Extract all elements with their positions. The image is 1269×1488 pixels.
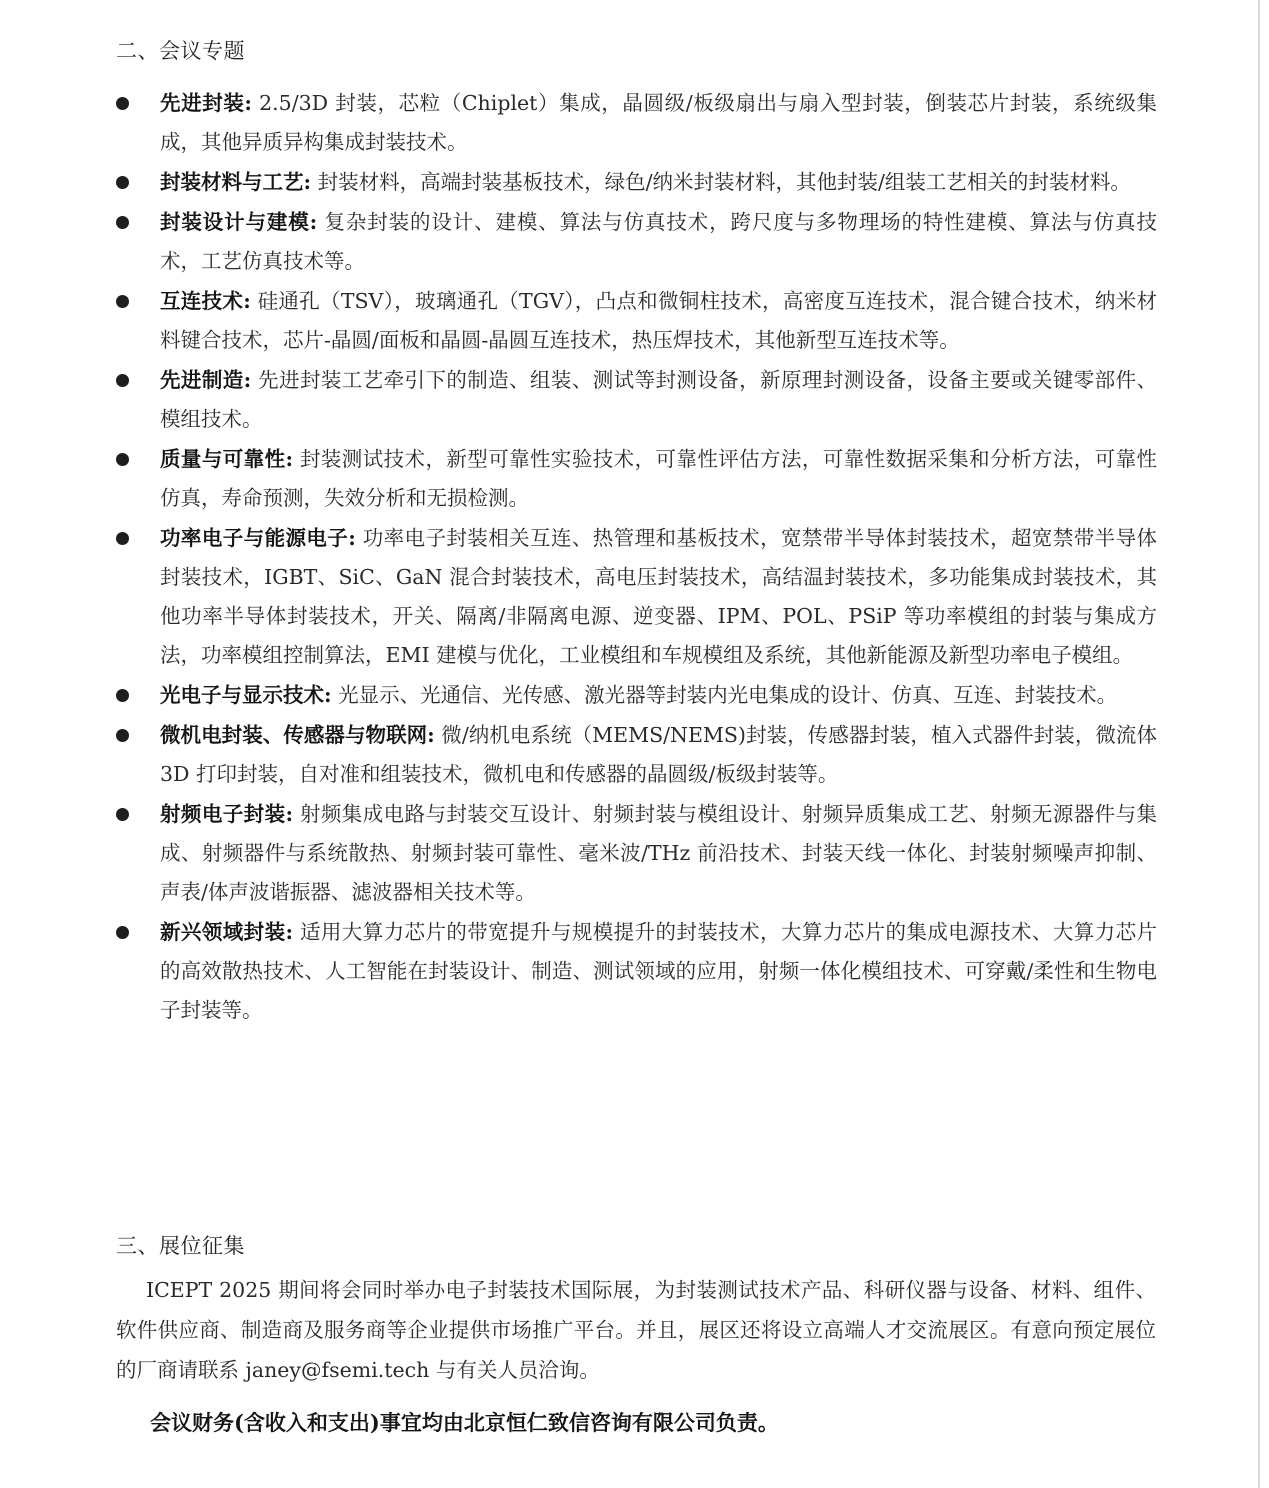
topic-description: 复杂封装的设计、建模、算法与仿真技术，跨尺度与多物理场的特性建模、算法与仿真技术，工艺仿真技术等。 bbox=[160, 210, 1157, 273]
topic-description: 2.5/3D 封装，芯粒（Chiplet）集成，晶圆级/板级扇出与扇入型封装，倒装芯片封装，系统级集成，其他异质异构集成封装技术。 bbox=[160, 91, 1157, 154]
topic-title: 微机电封装、传感器与物联网: bbox=[160, 723, 435, 747]
list-item bbox=[112, 203, 1157, 281]
list-item bbox=[112, 282, 1157, 360]
topic-description: 封装测试技术，新型可靠性实验技术，可靠性评估方法，可靠性数据采集和分析方法，可靠性仿真，寿命预测，失效分析和无损检测。 bbox=[160, 447, 1157, 510]
section-heading-exhibition: 三、展位征集 bbox=[116, 1234, 245, 1258]
topic-description: 光显示、光通信、光传感、激光器等封装内光电集成的设计、仿真、互连、封装技术。 bbox=[331, 683, 1118, 707]
bullet-icon bbox=[116, 374, 129, 387]
bullet-icon bbox=[116, 216, 129, 229]
topic-description: 硅通孔（TSV），玻璃通孔（TGV），凸点和微铜柱技术，高密度互连技术，混合键合技术，纳米材料键合技术，芯片-晶圆/面板和晶圆-晶圆互连技术，热压焊技术，其他新型互连技术等。 bbox=[160, 289, 1157, 352]
topic-title: 封装材料与工艺: bbox=[160, 170, 312, 194]
bullet-icon bbox=[116, 926, 129, 939]
bullet-icon bbox=[116, 689, 129, 702]
scan-edge-line bbox=[1258, 0, 1260, 1488]
topic-description: 封装材料，高端封装基板技术，绿色/纳米封装材料，其他封装/组装工艺相关的封装材料。 bbox=[311, 170, 1131, 194]
bullet-icon bbox=[116, 808, 129, 821]
exhibition-paragraph: ICEPT 2025 期间将会同时举办电子封装技术国际展，为封装测试技术产品、科研仪器与设备、材料、组件、软件供应商、制造商及服务商等企业提供市场推广平台。并且，展区还将设立高端人才交流展区。有意向预定展位的厂商请联系 janey@fsemi.tech 与有关人员洽询。 bbox=[116, 1278, 1156, 1382]
topic-description: 适用大算力芯片的带宽提升与规模提升的封装技术，大算力芯片的集成电源技术、大算力芯片的高效散热技术、人工智能在封装设计、制造、测试领域的应用，射频一体化模组技术、可穿戴/柔性和生物电子封装等。 bbox=[160, 920, 1157, 1022]
bullet-icon bbox=[116, 97, 129, 110]
list-item bbox=[112, 913, 1157, 1030]
topic-title: 光电子与显示技术: bbox=[160, 683, 332, 707]
topic-title: 新兴领域封装: bbox=[160, 920, 294, 944]
bullet-icon bbox=[116, 295, 129, 308]
topic-title: 先进制造: bbox=[160, 368, 252, 392]
topic-title: 封装设计与建模: bbox=[160, 210, 318, 234]
topic-description: 微/纳机电系统（MEMS/NEMS)封装，传感器封装，植入式器件封装，微流体 3D 打印封装，自对准和组装技术，微机电和传感器的晶圆级/板级封装等。 bbox=[160, 723, 1157, 786]
list-item bbox=[112, 519, 1157, 675]
bullet-icon bbox=[116, 729, 129, 742]
topic-description: 射频集成电路与封装交互设计、射频封装与模组设计、射频异质集成工艺、射频无源器件与集成、射频器件与系统散热、射频封装可靠性、毫米波/THz 前沿技术、封装天线一体化、封装射频噪声抑制、声表/体声波谐振器、滤波器相关技术等。 bbox=[160, 802, 1157, 904]
topic-list bbox=[112, 84, 1157, 1031]
finance-note: 会议财务(含收入和支出)事宜均由北京恒仁致信咨询有限公司负责。 bbox=[150, 1410, 779, 1435]
topic-title: 射频电子封装: bbox=[160, 802, 294, 826]
topic-title: 先进封装: bbox=[160, 91, 252, 115]
topic-description: 功率电子封装相关互连、热管理和基板技术，宽禁带半导体封装技术，超宽禁带半导体封装技术，IGBT、SiC、GaN 混合封装技术，高电压封装技术，高结温封装技术，多功能集成封装技术，其他功率半导体封装技术，开关、隔离/非隔离电源、逆变器、IPM、POL、PSiP 等功率模组的封装与集成方法，功率模组控制算法，EMI 建模与优化，工业模组和车规模组及系统，其他新能源及新型功率电子模组。 bbox=[160, 526, 1158, 667]
list-item bbox=[112, 163, 1157, 202]
list-item bbox=[112, 716, 1157, 794]
list-item bbox=[112, 676, 1157, 715]
topic-title: 质量与可靠性: bbox=[160, 447, 294, 471]
list-item bbox=[112, 440, 1157, 518]
section-heading-topics: 二、会议专题 bbox=[116, 39, 245, 63]
bullet-icon bbox=[116, 176, 129, 189]
topic-description: 先进封装工艺牵引下的制造、组装、测试等封测设备，新原理封测设备，设备主要或关键零部件、模组技术。 bbox=[160, 368, 1157, 431]
bullet-icon bbox=[116, 532, 129, 545]
topic-title: 互连技术: bbox=[160, 289, 251, 313]
list-item bbox=[112, 361, 1157, 439]
list-item bbox=[112, 84, 1157, 162]
topic-title: 功率电子与能源电子: bbox=[160, 526, 356, 550]
bullet-icon bbox=[116, 453, 129, 466]
list-item bbox=[112, 795, 1157, 912]
